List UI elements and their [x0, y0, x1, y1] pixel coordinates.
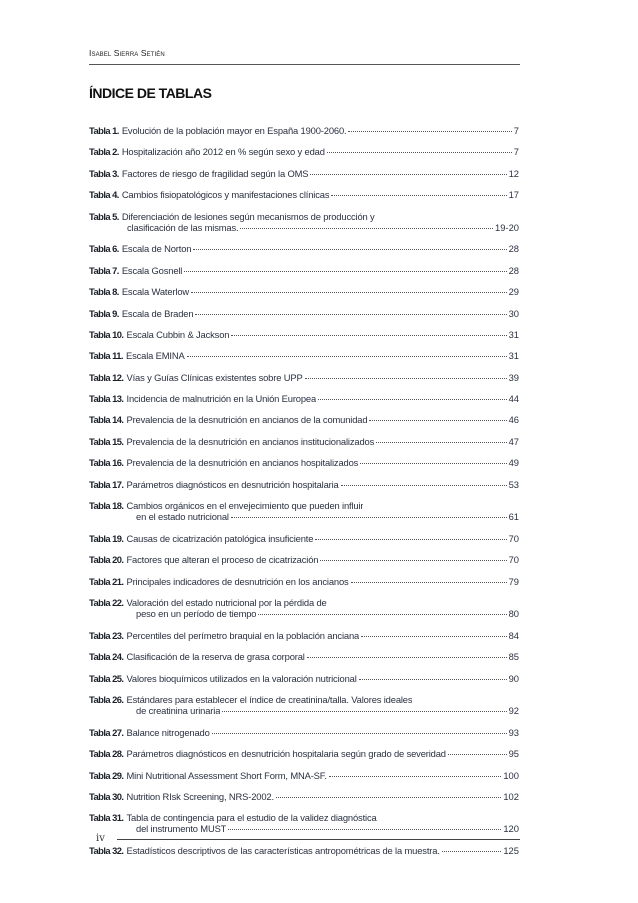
dot-leader	[360, 463, 506, 464]
toc-entry-tabla-19[interactable]	[89, 533, 519, 544]
entry-text: Escala Gosnell	[121, 264, 183, 276]
entry-page: 100	[503, 769, 519, 781]
entry-text: Factores que alteran el proceso de cicatrización	[126, 554, 319, 566]
toc-entry-tabla-12[interactable]	[89, 372, 519, 383]
dot-leader	[376, 442, 506, 443]
dot-leader	[331, 195, 506, 196]
entry-page: 84	[508, 629, 519, 641]
dot-leader	[240, 228, 493, 229]
entry-label: Tabla 5.	[89, 210, 119, 222]
entry-page: 53	[508, 478, 519, 490]
entry-text: Clasificación de la reserva de grasa corporal	[126, 651, 305, 663]
dot-leader	[448, 754, 507, 755]
toc-entry-tabla-24[interactable]	[89, 651, 519, 662]
entry-text: Tabla de contingencia para el estudio de la validez diagnóstica	[126, 812, 377, 824]
page-number: iv	[96, 833, 105, 844]
entry-page: 102	[503, 790, 519, 802]
entry-text: Estándares para establecer el índice de creatinina/talla. Valores ideales	[126, 693, 413, 705]
entry-page: 61	[508, 511, 519, 523]
entry-text: Evolución de la población mayor en España 1900-2060.	[121, 125, 347, 136]
entry-label: Tabla 13.	[89, 393, 124, 405]
entry-page: 19-20	[495, 221, 519, 233]
dot-leader	[276, 797, 501, 798]
entry-page: 31	[508, 328, 519, 340]
entry-page: 70	[508, 554, 519, 566]
toc-entry-tabla-6[interactable]	[89, 243, 519, 254]
toc-entry-tabla-30[interactable]	[89, 791, 519, 802]
dot-leader	[320, 560, 506, 561]
dot-leader	[258, 614, 506, 615]
dot-leader	[305, 378, 507, 379]
dot-leader	[329, 776, 502, 777]
entry-label: Tabla 25.	[89, 672, 124, 684]
entry-text: Prevalencia de la desnutrición en ancianos institucionalizados	[126, 435, 375, 447]
dot-leader	[327, 152, 512, 153]
entry-page: 46	[508, 414, 519, 426]
entry-text: Escala de Braden	[121, 307, 194, 319]
entry-text-continued: de creatinina urinaria	[136, 704, 221, 716]
page-title: ÍNDICE DE TABLAS	[89, 85, 212, 101]
entry-text: Diferenciación de lesiones según mecanismos de producción y	[121, 210, 375, 222]
entry-text: Mini Nutritional Assessment Short Form, MNA-SF.	[126, 769, 327, 781]
dot-leader	[442, 851, 502, 852]
dot-leader	[318, 399, 507, 400]
entry-label: Tabla 21.	[89, 575, 124, 587]
footer-rule	[117, 839, 520, 840]
header-rule	[89, 64, 520, 65]
entry-text: Hospitalización año 2012 en % según sexo y edad	[121, 146, 325, 158]
entry-text: Cambios orgánicos en el envejecimiento que pueden influir	[126, 500, 364, 512]
entry-text: Valores bioquímicos utilizados en la valoración nutricional	[126, 672, 357, 684]
entry-page: 44	[508, 393, 519, 405]
entry-page: 49	[508, 457, 519, 469]
entry-text: Escala EMINA	[125, 350, 185, 362]
entry-label: Tabla 11.	[89, 350, 123, 362]
entry-label: Tabla 16.	[89, 457, 124, 469]
dot-leader	[307, 657, 507, 658]
toc-entry-tabla-27[interactable]	[89, 727, 519, 738]
dot-leader	[359, 679, 507, 680]
entry-text: Escala Cubbin & Jackson	[126, 328, 230, 340]
toc-entry-tabla-31[interactable]	[89, 812, 519, 834]
entry-text-continued: peso en un período de tiempo	[136, 608, 257, 620]
dot-leader	[193, 249, 506, 250]
entry-text: Nutrition RIsk Screening, NRS-2002.	[126, 790, 274, 802]
toc-entry-tabla-17[interactable]	[89, 479, 519, 490]
dot-leader	[184, 271, 506, 272]
entry-page: 120	[503, 823, 519, 835]
dot-leader	[351, 582, 507, 583]
entry-text: Parámetros diagnósticos en desnutrición hospitalaria	[126, 478, 339, 490]
dot-leader	[348, 131, 511, 132]
toc-entry-tabla-2[interactable]	[89, 146, 519, 157]
toc-entry-tabla-23[interactable]	[89, 630, 519, 641]
entry-text-continued: clasificación de las mismas.	[127, 221, 239, 233]
dot-leader	[231, 517, 507, 518]
toc-entry-tabla-26[interactable]	[89, 694, 519, 716]
toc-entry-tabla-22[interactable]	[89, 597, 519, 619]
dot-leader	[222, 711, 506, 712]
entry-page: 12	[508, 167, 519, 179]
toc-entry-tabla-29[interactable]	[89, 770, 519, 781]
entry-text: Principales indicadores de desnutrición en los ancianos	[126, 575, 349, 587]
toc-entry-tabla-9[interactable]	[89, 308, 519, 319]
entry-page: 7	[513, 125, 519, 136]
dot-leader	[341, 485, 507, 486]
entry-page: 95	[508, 748, 519, 760]
toc-entry-tabla-21[interactable]	[89, 576, 519, 587]
entry-label: Tabla 23.	[89, 629, 124, 641]
entry-label: Tabla 14.	[89, 414, 124, 426]
toc-entry-tabla-1[interactable]	[89, 125, 519, 136]
entry-page: 92	[508, 704, 519, 716]
entry-label: Tabla 7.	[89, 264, 119, 276]
toc-entry-tabla-25[interactable]	[89, 673, 519, 684]
entry-text-continued: del instrumento MUST	[136, 823, 227, 835]
entry-label: Tabla 8.	[89, 286, 119, 298]
toc-entry-tabla-28[interactable]	[89, 748, 519, 759]
entry-text: Prevalencia de la desnutrición en ancianos de la comunidad	[126, 414, 368, 426]
entry-label: Tabla 28.	[89, 748, 124, 760]
entry-page: 17	[508, 189, 519, 201]
entry-text: Estadísticos descriptivos de las características antropométricas de la muestra.	[126, 845, 440, 857]
entry-page: 80	[508, 608, 519, 620]
entry-text: Parámetros diagnósticos en desnutrición hospitalaria según grado de severidad	[126, 748, 446, 760]
entry-text: Escala de Norton	[121, 243, 192, 255]
entry-page: 125	[503, 845, 519, 857]
entry-text: Vías y Guías Clínicas existentes sobre UPP	[126, 371, 303, 383]
entry-label: Tabla 3.	[89, 167, 119, 179]
entry-label: Tabla 6.	[89, 243, 119, 255]
toc-entry-tabla-8[interactable]	[89, 286, 519, 297]
entry-page: 28	[508, 243, 519, 255]
entry-text: Cambios fisiopatológicos y manifestaciones clínicas	[121, 189, 330, 201]
entry-label: Tabla 30.	[89, 790, 124, 802]
entry-label: Tabla 17.	[89, 478, 124, 490]
entry-label: Tabla 29.	[89, 769, 124, 781]
entry-page: 30	[508, 307, 519, 319]
entry-text: Balance nitrogenado	[126, 726, 210, 738]
entry-label: Tabla 15.	[89, 435, 124, 447]
entry-page: 79	[508, 575, 519, 587]
toc-entry-tabla-15[interactable]	[89, 436, 519, 447]
dot-leader	[361, 636, 506, 637]
entry-label: Tabla 19.	[89, 532, 124, 544]
entry-page: 39	[508, 371, 519, 383]
entry-label: Tabla 32.	[89, 845, 124, 857]
entry-label: Tabla 1.	[89, 125, 119, 136]
entry-label: Tabla 24.	[89, 651, 124, 663]
entry-page: 7	[513, 146, 519, 158]
entry-label: Tabla 10.	[89, 328, 124, 340]
entry-label: Tabla 26.	[89, 693, 124, 705]
entry-text: Percentiles del perímetro braquial en la población anciana	[126, 629, 360, 641]
dot-leader	[369, 420, 506, 421]
entry-page: 28	[508, 264, 519, 276]
toc-entry-tabla-3[interactable]	[89, 168, 519, 179]
entry-page: 90	[508, 672, 519, 684]
running-header: Isabel Sierra Setién	[89, 48, 165, 58]
toc-entry-tabla-18[interactable]	[89, 500, 519, 522]
toc-entry-tabla-14[interactable]	[89, 414, 519, 425]
dot-leader	[191, 292, 507, 293]
dot-leader	[187, 356, 507, 357]
entry-text: Valoración del estado nutricional por la pérdida de	[126, 597, 327, 609]
entry-page: 47	[508, 435, 519, 447]
entry-label: Tabla 12.	[89, 371, 124, 383]
entry-label: Tabla 18.	[89, 500, 124, 512]
entry-label: Tabla 2.	[89, 146, 119, 158]
dot-leader	[195, 314, 506, 315]
entry-text: Incidencia de malnutrición en la Unión Europea	[126, 393, 317, 405]
dot-leader	[231, 335, 506, 336]
toc-entry-tabla-7[interactable]	[89, 265, 519, 276]
toc-entry-tabla-4[interactable]	[89, 189, 519, 200]
table-of-contents	[89, 125, 519, 867]
entry-page: 70	[508, 532, 519, 544]
entry-label: Tabla 31.	[89, 812, 124, 824]
toc-entry-tabla-13[interactable]	[89, 393, 519, 404]
entry-label: Tabla 9.	[89, 307, 119, 319]
entry-text: Escala Waterlow	[121, 286, 190, 298]
entry-text: Causas de cicatrización patológica insuficiente	[126, 532, 314, 544]
toc-entry-tabla-10[interactable]	[89, 329, 519, 340]
dot-leader	[310, 174, 506, 175]
entry-page: 29	[508, 286, 519, 298]
toc-entry-tabla-32[interactable]	[89, 845, 519, 856]
entry-text-continued: en el estado nutricional	[136, 511, 229, 523]
toc-entry-tabla-11[interactable]	[89, 350, 519, 361]
entry-label: Tabla 4.	[89, 189, 119, 201]
entry-text: Prevalencia de la desnutrición en ancianos hospitalizados	[126, 457, 359, 469]
entry-page: 93	[508, 726, 519, 738]
entry-label: Tabla 20.	[89, 554, 124, 566]
entry-text: Factores de riesgo de fragilidad según la OMS	[121, 167, 309, 179]
toc-entry-tabla-16[interactable]	[89, 457, 519, 468]
toc-entry-tabla-5[interactable]	[89, 211, 519, 233]
dot-leader	[228, 829, 501, 830]
dot-leader	[315, 539, 506, 540]
toc-entry-tabla-20[interactable]	[89, 554, 519, 565]
entry-page: 31	[508, 350, 519, 362]
entry-label: Tabla 22.	[89, 597, 124, 609]
entry-page: 85	[508, 651, 519, 663]
entry-label: Tabla 27.	[89, 726, 124, 738]
dot-leader	[212, 733, 507, 734]
